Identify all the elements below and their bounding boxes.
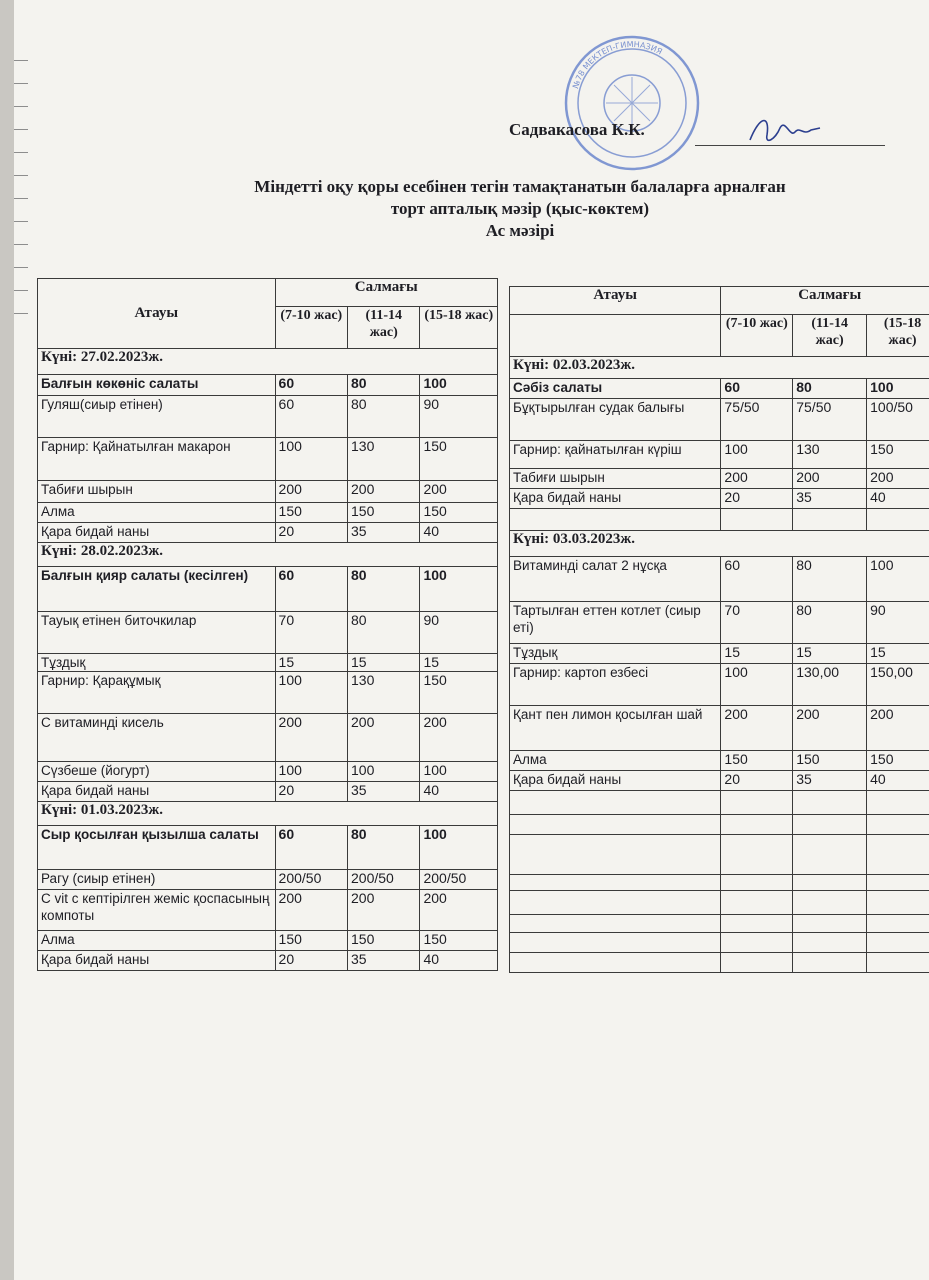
table-row — [38, 672, 498, 714]
table-row — [38, 612, 498, 654]
table-row — [510, 469, 929, 489]
portion-weight: 15 — [793, 644, 867, 664]
portion-weight: 80 — [793, 557, 867, 602]
title-line-1: Міндетті оқу қоры есебінен тегін тамақтанатын балаларға арналған — [254, 177, 786, 196]
header-weight: Салмағы — [275, 279, 497, 307]
menu-table-left — [37, 278, 498, 971]
portion-weight: 80 — [348, 826, 420, 870]
dish-name: Сәбіз салаты — [510, 379, 721, 399]
day-header: Күні: 03.03.2023ж. — [510, 531, 929, 557]
dish-name: Сүзбеше (йогурт) — [38, 762, 276, 782]
dish-name: Сыр қосылған қызылша салаты — [38, 826, 276, 870]
dish-name: Балғын көкөніс салаты — [38, 375, 276, 396]
table-row — [38, 396, 498, 438]
table-row — [38, 523, 498, 543]
dish-name: Қара бидай наны — [38, 951, 276, 971]
portion-weight: 200 — [867, 469, 929, 489]
dish-name: Гуляш(сиыр етінен) — [38, 396, 276, 438]
official-stamp — [562, 33, 702, 173]
dish-name: Витаминді салат 2 нұсқа — [510, 557, 721, 602]
header-name: Атауы — [510, 287, 721, 315]
table-row — [38, 654, 498, 672]
portion-weight: 150 — [275, 503, 347, 523]
table-row — [510, 644, 929, 664]
header-age-3: (15-18 жас) — [420, 307, 498, 349]
portion-weight: 15 — [275, 654, 347, 672]
notebook-lines — [14, 60, 28, 360]
portion-weight: 100 — [867, 379, 929, 399]
portion-weight: 130 — [793, 441, 867, 469]
portion-weight: 150 — [348, 503, 420, 523]
table-row — [510, 489, 929, 509]
table-row — [38, 567, 498, 612]
portion-weight: 150 — [793, 751, 867, 771]
header-age-2: (11-14 жас) — [793, 315, 867, 357]
portion-weight: 200 — [275, 890, 347, 931]
dish-name: Тұздық — [510, 644, 721, 664]
portion-weight: 60 — [275, 567, 347, 612]
portion-weight: 150 — [867, 441, 929, 469]
empty-row — [510, 815, 929, 835]
portion-weight: 100 — [420, 762, 498, 782]
portion-weight: 200 — [275, 481, 347, 503]
table-row — [510, 557, 929, 602]
dish-name: Табиғи шырын — [38, 481, 276, 503]
table-row — [510, 602, 929, 644]
header-age-3: (15-18 жас) — [867, 315, 929, 357]
empty-row — [510, 891, 929, 915]
dish-name: Алма — [510, 751, 721, 771]
table-row — [38, 714, 498, 762]
signature — [745, 110, 825, 150]
portion-weight: 70 — [721, 602, 793, 644]
portion-weight: 15 — [420, 654, 498, 672]
table-row — [38, 951, 498, 971]
header-age-2: (11-14 жас) — [348, 307, 420, 349]
title-line-3: Ас мәзірі — [485, 221, 555, 240]
empty-row — [510, 953, 929, 973]
portion-weight: 200 — [348, 481, 420, 503]
day-header: Күні: 01.03.2023ж. — [38, 802, 498, 826]
portion-weight: 150 — [275, 931, 347, 951]
portion-weight: 80 — [348, 567, 420, 612]
portion-weight: 35 — [793, 489, 867, 509]
portion-weight: 200 — [420, 481, 498, 503]
day-header: Күні: 27.02.2023ж. — [38, 349, 498, 375]
portion-weight: 200 — [420, 714, 498, 762]
portion-weight: 80 — [793, 379, 867, 399]
portion-weight: 200/50 — [348, 870, 420, 890]
table-row — [38, 481, 498, 503]
table-row — [38, 782, 498, 802]
portion-weight: 150 — [420, 438, 498, 481]
portion-weight: 40 — [420, 523, 498, 543]
dish-name: Алма — [38, 931, 276, 951]
portion-weight: 80 — [793, 602, 867, 644]
portion-weight: 100 — [275, 438, 347, 481]
menu-table-right — [509, 286, 929, 973]
dish-name: Гарнир: Қайнатылған макарон — [38, 438, 276, 481]
portion-weight: 100 — [420, 567, 498, 612]
portion-weight: 100 — [721, 664, 793, 706]
dish-name: Бұқтырылған судак балығы — [510, 399, 721, 441]
portion-weight: 75/50 — [721, 399, 793, 441]
dish-name: Гарнир: Қарақұмық — [38, 672, 276, 714]
portion-weight: 20 — [721, 489, 793, 509]
portion-weight: 40 — [420, 782, 498, 802]
portion-weight: 75/50 — [793, 399, 867, 441]
day-header: Күні: 28.02.2023ж. — [38, 543, 498, 567]
portion-weight: 150,00 — [867, 664, 929, 706]
dish-name: Гарнир: картоп езбесі — [510, 664, 721, 706]
table-row — [510, 771, 929, 791]
portion-weight: 200 — [867, 706, 929, 751]
empty-row — [510, 835, 929, 875]
portion-weight: 150 — [420, 503, 498, 523]
portion-weight: 60 — [275, 375, 347, 396]
portion-weight: 40 — [867, 489, 929, 509]
portion-weight: 15 — [867, 644, 929, 664]
table-row — [510, 706, 929, 751]
table-row — [510, 441, 929, 469]
portion-weight: 35 — [793, 771, 867, 791]
portion-weight: 90 — [420, 396, 498, 438]
portion-weight: 90 — [420, 612, 498, 654]
portion-weight: 150 — [420, 931, 498, 951]
table-row — [38, 762, 498, 782]
approval-line-3: Садвакасова К.К. — [509, 120, 645, 139]
empty-row — [510, 509, 929, 531]
portion-weight: 200 — [348, 890, 420, 931]
table-row — [38, 870, 498, 890]
portion-weight: 200 — [793, 469, 867, 489]
dish-name: Қант пен лимон қосылған шай — [510, 706, 721, 751]
dish-name: Рагу (сиыр етінен) — [38, 870, 276, 890]
empty-row — [510, 933, 929, 953]
portion-weight: 35 — [348, 782, 420, 802]
dish-name: Қара бидай наны — [510, 489, 721, 509]
portion-weight: 150 — [348, 931, 420, 951]
empty-row — [510, 875, 929, 891]
dish-name: Қара бидай наны — [510, 771, 721, 791]
portion-weight: 200 — [721, 706, 793, 751]
dish-name: Тартылған еттен котлет (сиыр еті) — [510, 602, 721, 644]
dish-name: Алма — [38, 503, 276, 523]
dish-name: Тұздық — [38, 654, 276, 672]
table-row — [38, 931, 498, 951]
portion-weight: 100 — [275, 672, 347, 714]
dish-name: Қара бидай наны — [38, 523, 276, 543]
portion-weight: 150 — [867, 751, 929, 771]
header-age-1: (7-10 жас) — [721, 315, 793, 357]
portion-weight: 20 — [721, 771, 793, 791]
dish-name: Тауық етінен биточкилар — [38, 612, 276, 654]
portion-weight: 80 — [348, 375, 420, 396]
empty-row — [510, 915, 929, 933]
portion-weight: 15 — [348, 654, 420, 672]
dish-name: С vit с кептірілген жеміс қоспасының компоты — [38, 890, 276, 931]
portion-weight: 100 — [348, 762, 420, 782]
portion-weight: 35 — [348, 951, 420, 971]
header-age-1: (7-10 жас) — [275, 307, 347, 349]
portion-weight: 20 — [275, 951, 347, 971]
portion-weight: 100/50 — [867, 399, 929, 441]
portion-weight: 100 — [420, 826, 498, 870]
portion-weight: 40 — [420, 951, 498, 971]
empty-row — [510, 791, 929, 815]
portion-weight: 90 — [867, 602, 929, 644]
portion-weight: 200/50 — [275, 870, 347, 890]
portion-weight: 60 — [275, 396, 347, 438]
portion-weight: 100 — [420, 375, 498, 396]
portion-weight: 15 — [721, 644, 793, 664]
portion-weight: 80 — [348, 612, 420, 654]
portion-weight: 100 — [721, 441, 793, 469]
header-name: Атауы — [38, 279, 276, 349]
portion-weight: 150 — [420, 672, 498, 714]
portion-weight: 20 — [275, 782, 347, 802]
portion-weight: 60 — [275, 826, 347, 870]
portion-weight: 35 — [348, 523, 420, 543]
table-row — [510, 664, 929, 706]
table-row — [510, 379, 929, 399]
table-row — [510, 751, 929, 771]
portion-weight: 40 — [867, 771, 929, 791]
portion-weight: 60 — [721, 557, 793, 602]
table-row — [38, 375, 498, 396]
table-row — [38, 503, 498, 523]
portion-weight: 150 — [721, 751, 793, 771]
portion-weight: 130 — [348, 672, 420, 714]
table-row — [38, 438, 498, 481]
table-row — [510, 399, 929, 441]
header-weight: Салмағы — [721, 287, 929, 315]
dish-name: С витаминді кисель — [38, 714, 276, 762]
dish-name: Гарнир: қайнатылған күріш — [510, 441, 721, 469]
dish-name: Балғын қияр салаты (кесілген) — [38, 567, 276, 612]
portion-weight: 200 — [420, 890, 498, 931]
day-header: Күні: 02.03.2023ж. — [510, 357, 929, 379]
portion-weight: 20 — [275, 523, 347, 543]
table-row — [38, 890, 498, 931]
portion-weight: 100 — [275, 762, 347, 782]
stamp-text: №78 МЕКТЕП-ГИМНАЗИЯ — [570, 39, 664, 90]
dish-name: Қара бидай наны — [38, 782, 276, 802]
portion-weight: 100 — [867, 557, 929, 602]
portion-weight: 130 — [348, 438, 420, 481]
portion-weight: 200 — [275, 714, 347, 762]
dish-name: Табиғи шырын — [510, 469, 721, 489]
portion-weight: 70 — [275, 612, 347, 654]
table-row — [38, 826, 498, 870]
signature-line — [695, 145, 885, 146]
portion-weight: 130,00 — [793, 664, 867, 706]
portion-weight: 200 — [348, 714, 420, 762]
title-line-2: торт апталық мәзір (қыс-көктем) — [390, 199, 650, 218]
portion-weight: 60 — [721, 379, 793, 399]
portion-weight: 200 — [721, 469, 793, 489]
portion-weight: 200 — [793, 706, 867, 751]
portion-weight: 200/50 — [420, 870, 498, 890]
portion-weight: 80 — [348, 396, 420, 438]
